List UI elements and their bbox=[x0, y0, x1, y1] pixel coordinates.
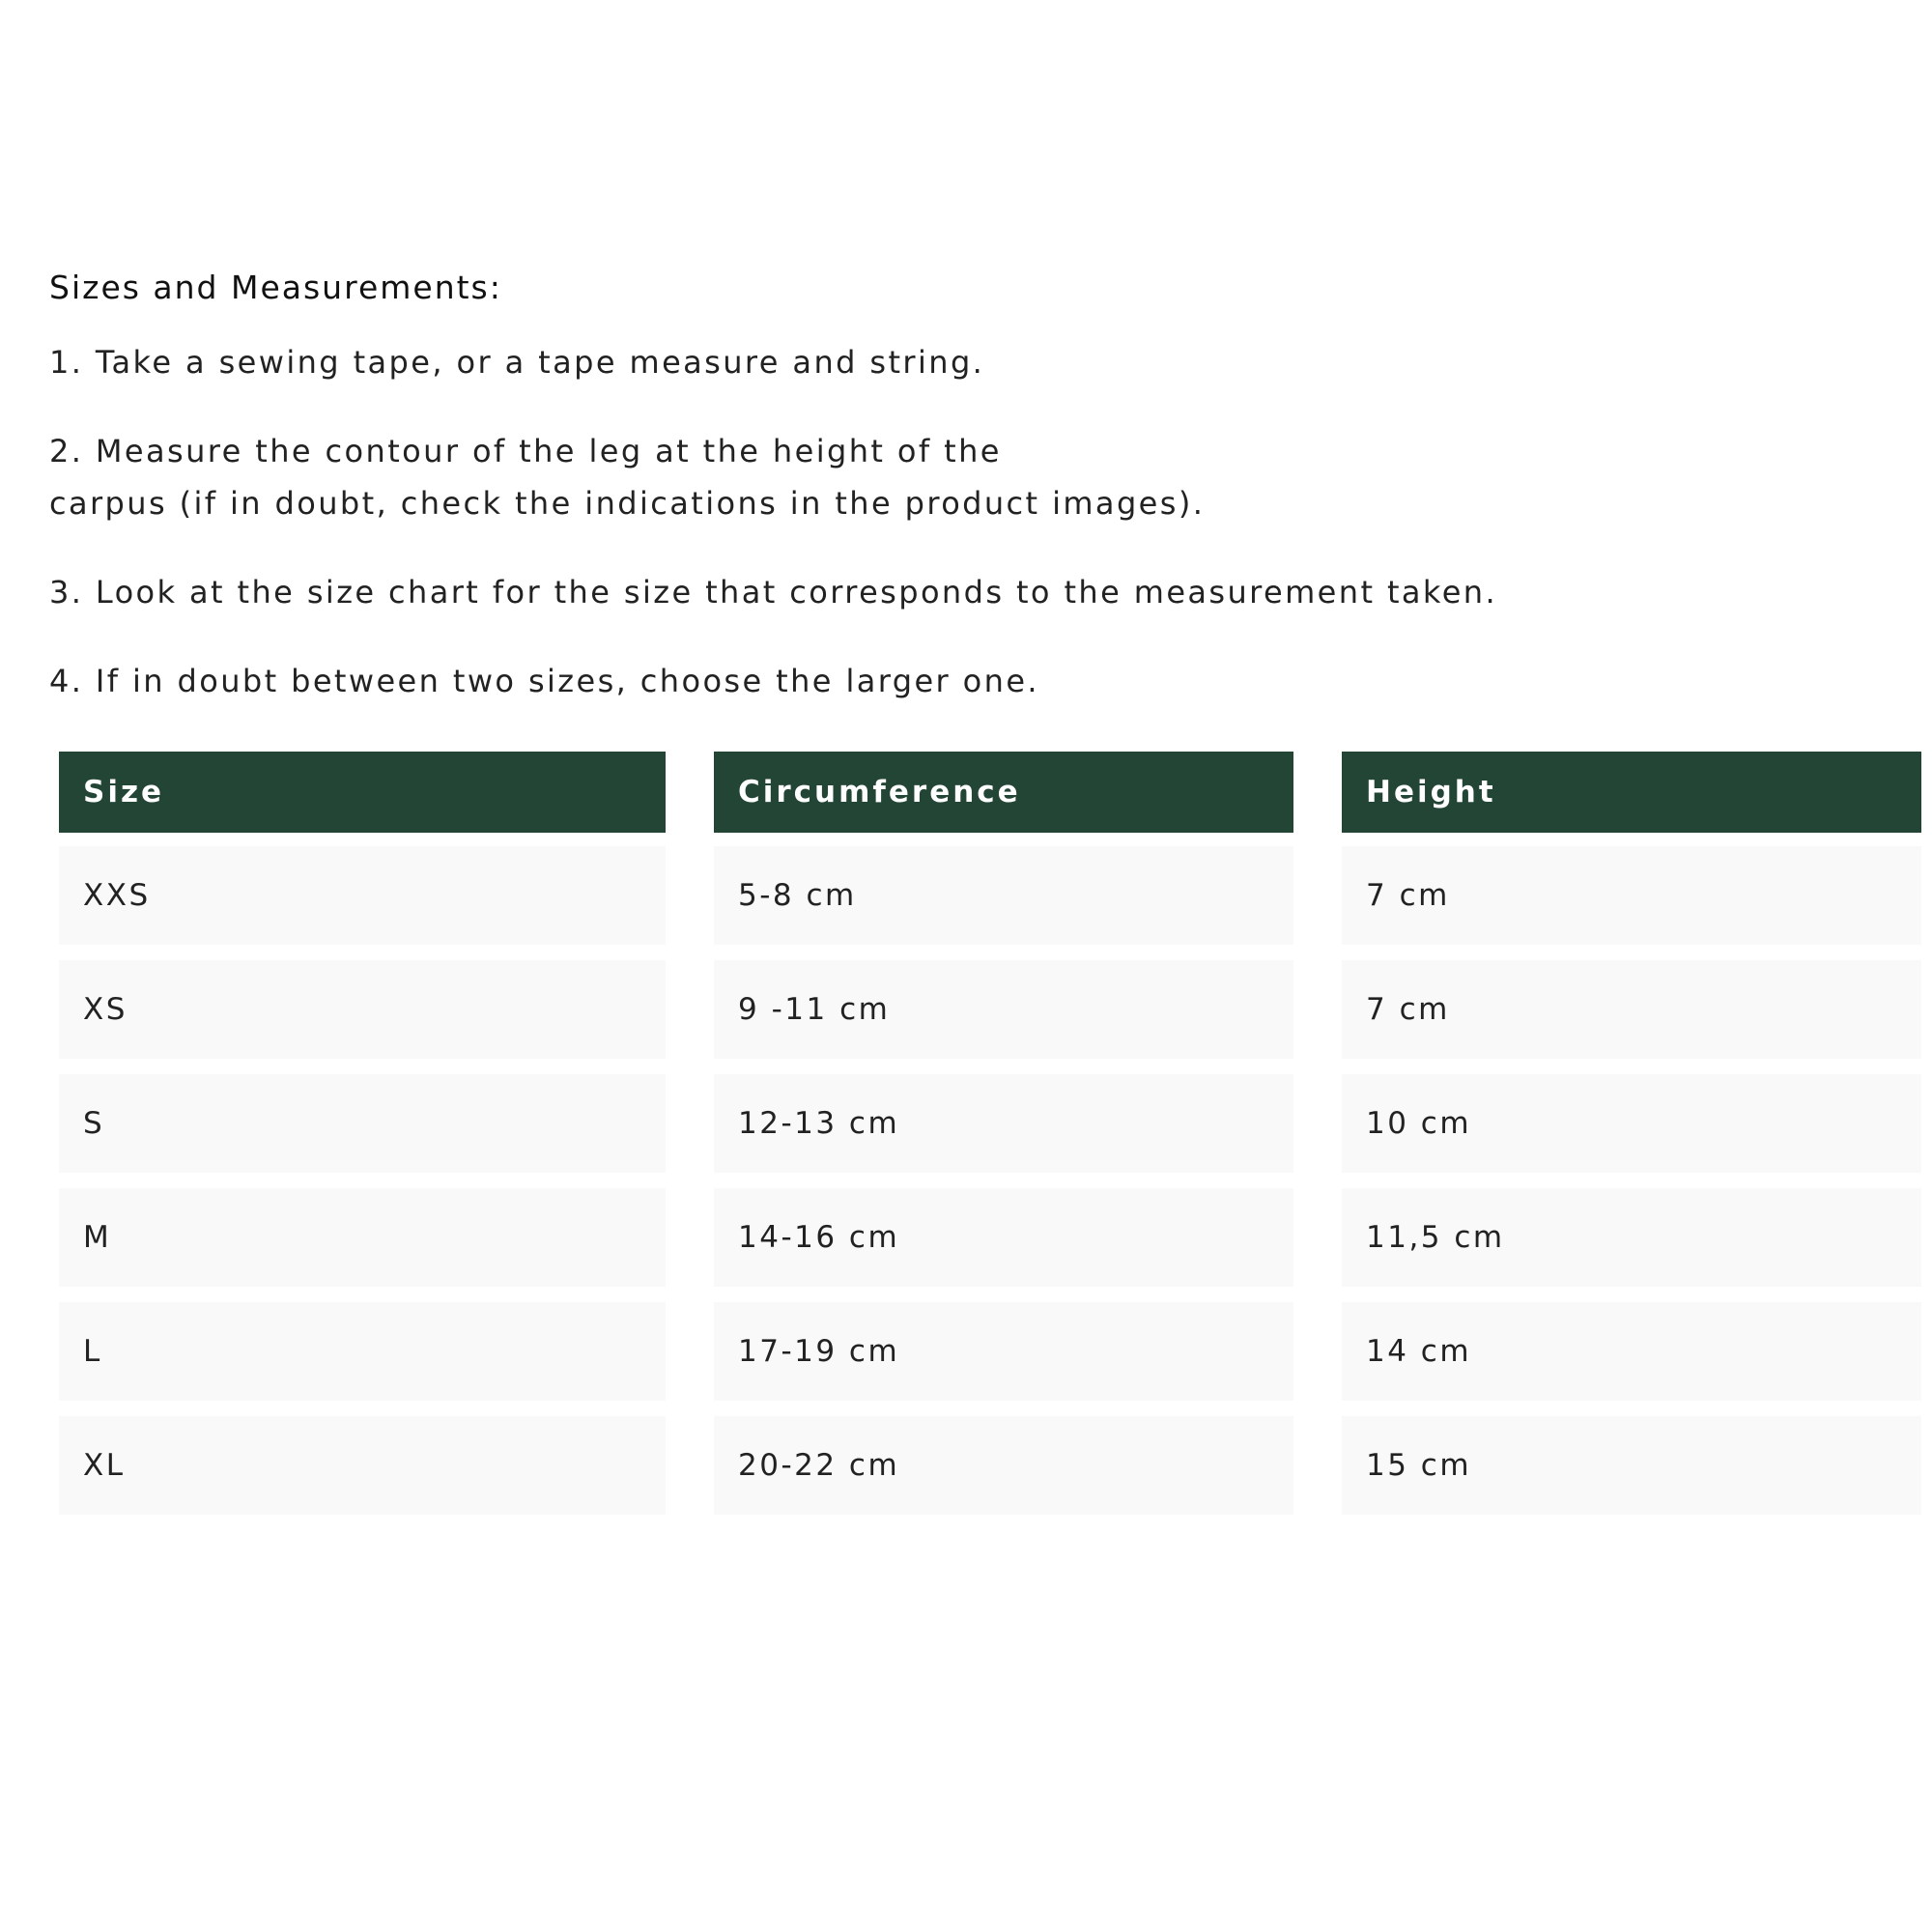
step-3-line-1: 3. Look at the size chart for the size that corresponds to the measurement taken. bbox=[49, 574, 1498, 611]
step-4 bbox=[49, 655, 1923, 707]
header-height: Height bbox=[1342, 752, 1921, 833]
section-heading: Sizes and Measurements: bbox=[49, 269, 502, 306]
column-size bbox=[59, 752, 666, 1483]
cell-height-2: 10 cm bbox=[1342, 1074, 1921, 1173]
cell-height-4: 14 cm bbox=[1342, 1302, 1921, 1401]
step-2-line-2: carpus (if in doubt, check the indications in the product images). bbox=[49, 485, 1206, 522]
cell-height-3: 11,5 cm bbox=[1342, 1188, 1921, 1287]
cell-height-0: 7 cm bbox=[1342, 846, 1921, 945]
cell-height-1: 7 cm bbox=[1342, 960, 1921, 1059]
cell-size-3: M bbox=[59, 1188, 666, 1287]
cell-circumference-0: 5-8 cm bbox=[714, 846, 1293, 945]
cell-circumference-3: 14-16 cm bbox=[714, 1188, 1293, 1287]
cell-circumference-4: 17-19 cm bbox=[714, 1302, 1293, 1401]
instruction-steps bbox=[49, 336, 1923, 707]
cell-size-2: S bbox=[59, 1074, 666, 1173]
cell-circumference-5: 20-22 cm bbox=[714, 1416, 1293, 1515]
column-circumference bbox=[714, 752, 1293, 1483]
cell-size-4: L bbox=[59, 1302, 666, 1401]
step-4-line-1: 4. If in doubt between two sizes, choose the larger one. bbox=[49, 663, 1039, 699]
cell-size-5: XL bbox=[59, 1416, 666, 1515]
step-2 bbox=[49, 425, 1923, 529]
cell-size-1: XS bbox=[59, 960, 666, 1059]
step-1-line-1: 1. Take a sewing tape, or a tape measure and string. bbox=[49, 344, 985, 381]
cell-circumference-1: 9 -11 cm bbox=[714, 960, 1293, 1059]
header-circumference: Circumference bbox=[714, 752, 1293, 833]
step-3 bbox=[49, 566, 1923, 618]
cell-circumference-2: 12-13 cm bbox=[714, 1074, 1293, 1173]
size-chart-table bbox=[59, 752, 1921, 1520]
cell-size-0: XXS bbox=[59, 846, 666, 945]
step-1 bbox=[49, 336, 1923, 388]
step-2-line-1: 2. Measure the contour of the leg at the height of the bbox=[49, 433, 1002, 469]
cell-height-5: 15 cm bbox=[1342, 1416, 1921, 1515]
sizes-section bbox=[49, 267, 1923, 707]
header-size: Size bbox=[59, 752, 666, 833]
column-height bbox=[1342, 752, 1921, 1483]
